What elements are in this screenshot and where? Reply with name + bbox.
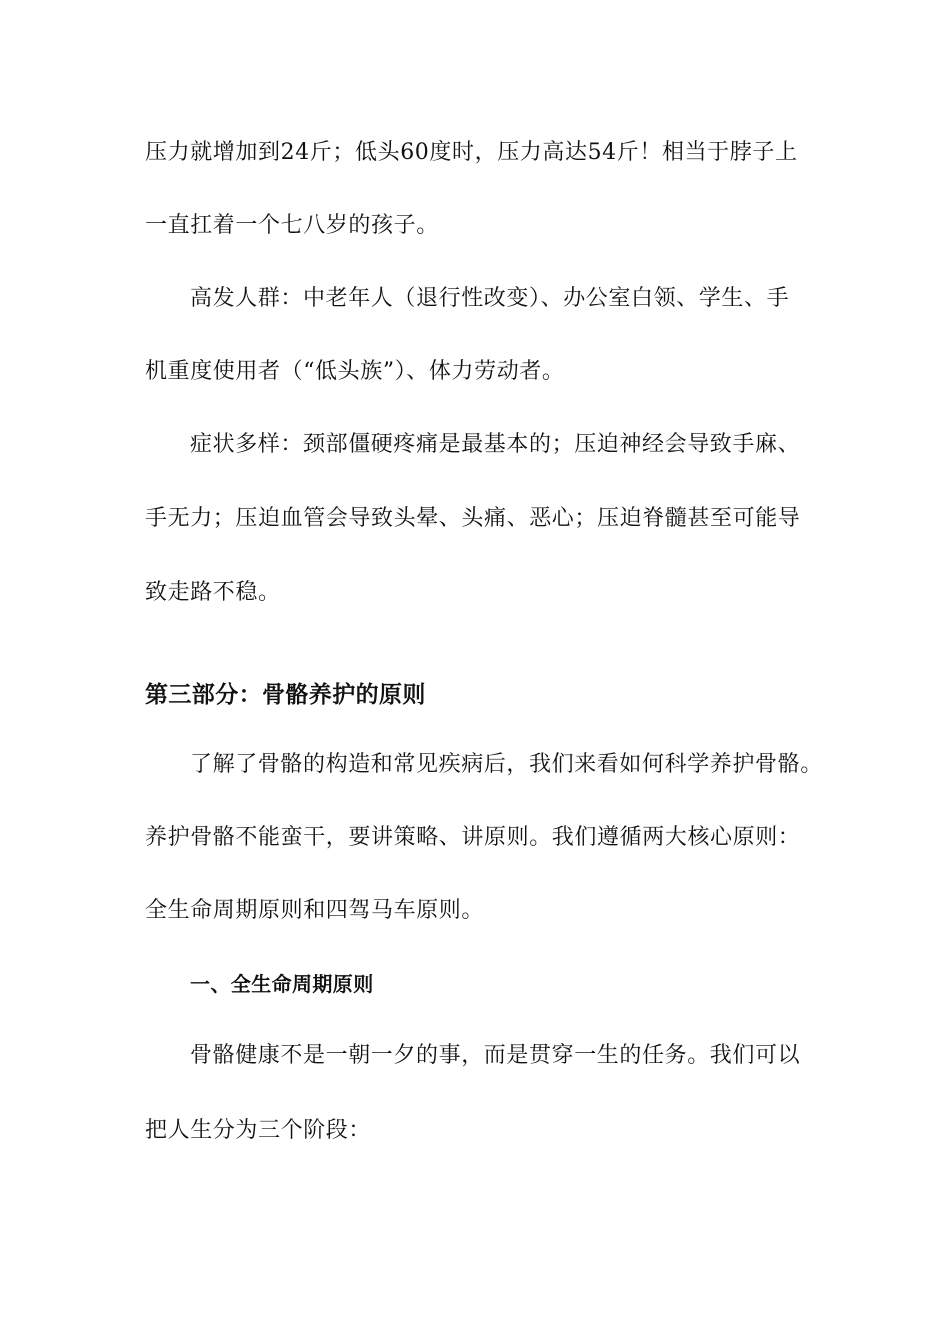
paragraph-line: 压力就增加到24斤；低头60度时，压力高达54斤！相当于脖子上 bbox=[145, 140, 798, 165]
paragraph-line: 全生命周期原则和四驾马车原则。 bbox=[145, 898, 485, 923]
subsection-heading: 一、全生命周期原则 bbox=[190, 972, 374, 996]
paragraph-line: 了解了骨骼的构造和常见疾病后，我们来看如何科学养护骨骼。 bbox=[190, 752, 823, 777]
paragraph-line: 症状多样：颈部僵硬疼痛是最基本的；压迫神经会导致手麻、 bbox=[190, 432, 801, 457]
paragraph-line: 高发人群：中老年人（退行性改变）、办公室白领、学生、手 bbox=[190, 286, 790, 311]
paragraph-line: 一直扛着一个七八岁的孩子。 bbox=[145, 213, 439, 238]
paragraph-line: 养护骨骼不能蛮干，要讲策略、讲原则。我们遵循两大核心原则： bbox=[145, 825, 801, 850]
paragraph-line: 骨骼健康不是一朝一夕的事，而是贯穿一生的任务。我们可以 bbox=[190, 1043, 801, 1068]
paragraph-line: 机重度使用者（“低头族”）、体力劳动者。 bbox=[145, 359, 565, 384]
paragraph-line: 致走路不稳。 bbox=[145, 580, 281, 605]
paragraph-line: 把人生分为三个阶段： bbox=[145, 1118, 372, 1143]
paragraph-line: 手无力；压迫血管会导致头晕、头痛、恶心；压迫脊髓甚至可能导 bbox=[145, 506, 801, 531]
section-heading: 第三部分：骨骼养护的原则 bbox=[145, 682, 426, 708]
